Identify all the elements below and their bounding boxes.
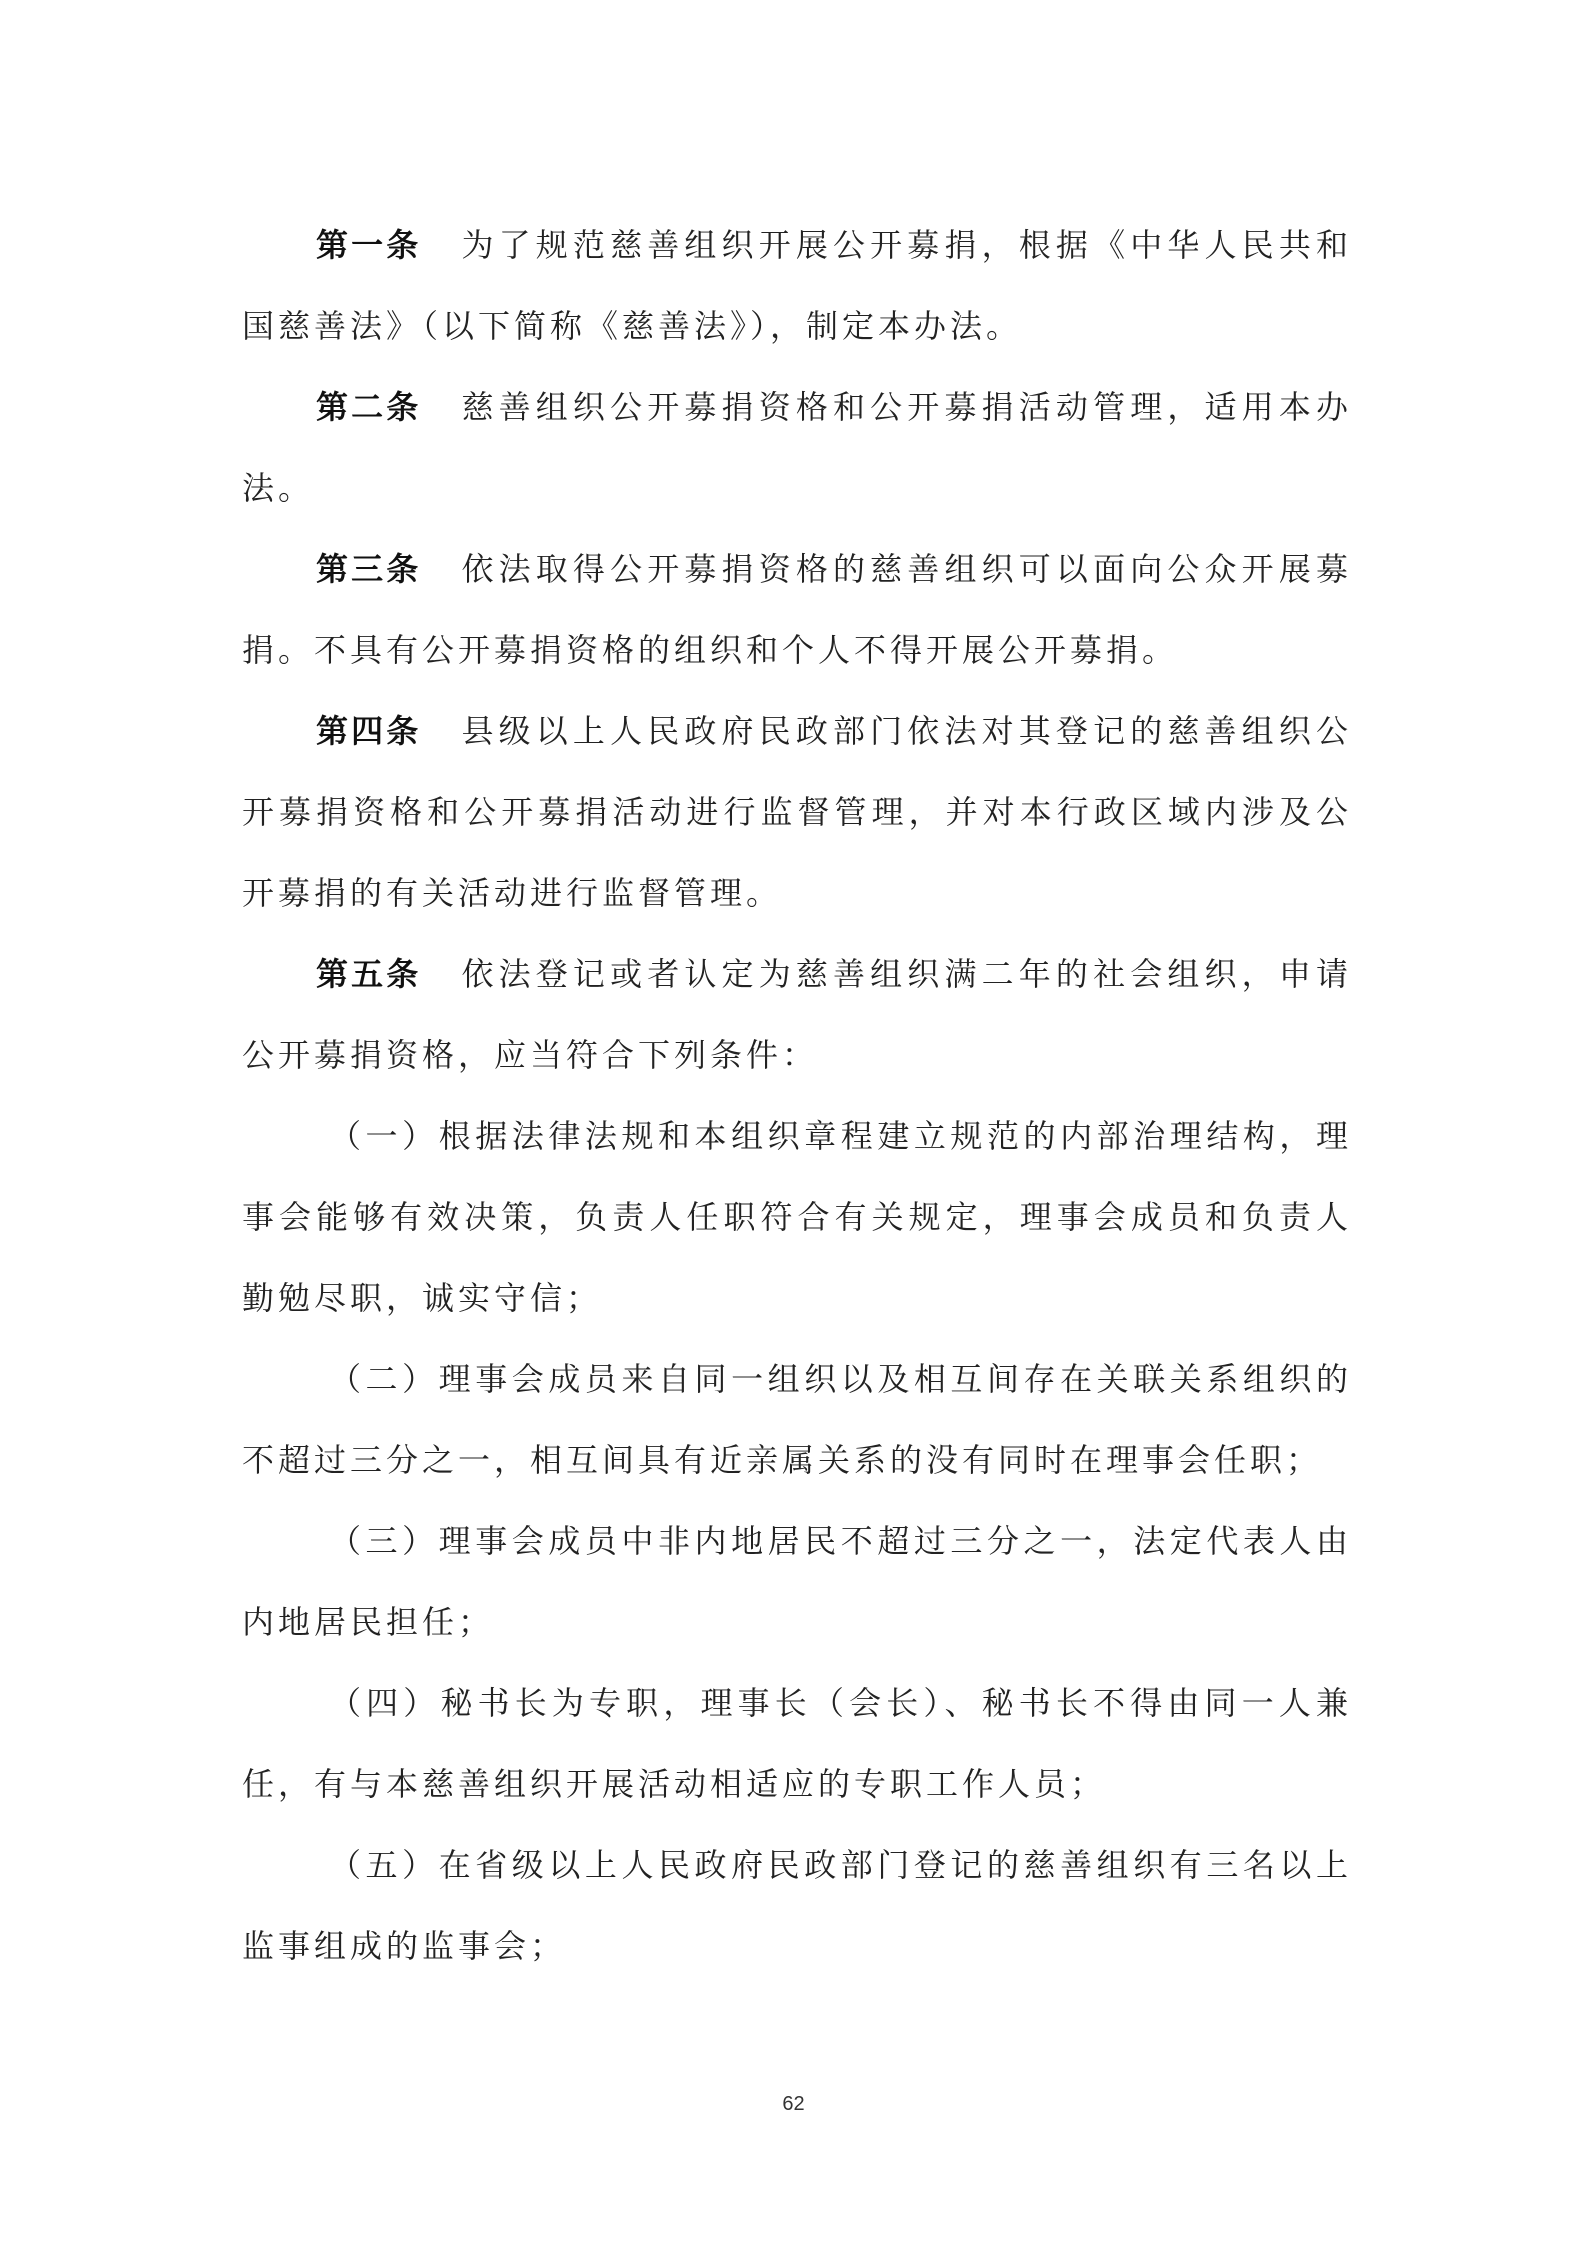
article-1 [242, 205, 1352, 367]
article-label: 第二条 [316, 388, 422, 426]
article-2 [242, 367, 1352, 529]
article-3 [242, 529, 1352, 691]
article-4 [242, 691, 1352, 934]
condition-item-1: （一）根据法律法规和本组织章程建立规范的内部治理结构，理事会能够有效决策，负责人任职符合有关规定，理事会成员和负责人勤勉尽职，诚实守信； [242, 1117, 1352, 1317]
article-label: 第五条 [316, 955, 422, 993]
article-text: 依法登记或者认定为慈善组织满二年的社会组织，申请公开募捐资格，应当符合下列条件： [242, 955, 1352, 1074]
article-5 [242, 934, 1352, 1096]
article-text: 县级以上人民政府民政部门依法对其登记的慈善组织公开募捐资格和公开募捐活动进行监督管理，并对本行政区域内涉及公开募捐的有关活动进行监督管理。 [242, 712, 1352, 912]
article-text: 为了规范慈善组织开展公开募捐，根据《中华人民共和国慈善法》（以下简称《慈善法》），制定本办法。 [242, 226, 1352, 345]
condition-item-5: （五）在省级以上人民政府民政部门登记的慈善组织有三名以上监事组成的监事会； [242, 1846, 1352, 1965]
condition-item-4: （四）秘书长为专职，理事长（会长）、秘书长不得由同一人兼任，有与本慈善组织开展活动相适应的专职工作人员； [242, 1684, 1352, 1803]
article-text: 慈善组织公开募捐资格和公开募捐活动管理，适用本办法。 [242, 388, 1352, 507]
article-label: 第三条 [316, 550, 422, 588]
article-label: 第一条 [316, 226, 422, 264]
article-text: 依法取得公开募捐资格的慈善组织可以面向公众开展募捐。不具有公开募捐资格的组织和个人不得开展公开募捐。 [242, 550, 1352, 669]
document-body [242, 205, 1352, 1987]
condition-item-2: （二）理事会成员来自同一组织以及相互间存在关联关系组织的不超过三分之一，相互间具有近亲属关系的没有同时在理事会任职； [242, 1360, 1352, 1479]
article-label: 第四条 [316, 712, 422, 750]
page-number: 62 [782, 2093, 805, 2115]
condition-item-3: （三）理事会成员中非内地居民不超过三分之一，法定代表人由内地居民担任； [242, 1522, 1352, 1641]
